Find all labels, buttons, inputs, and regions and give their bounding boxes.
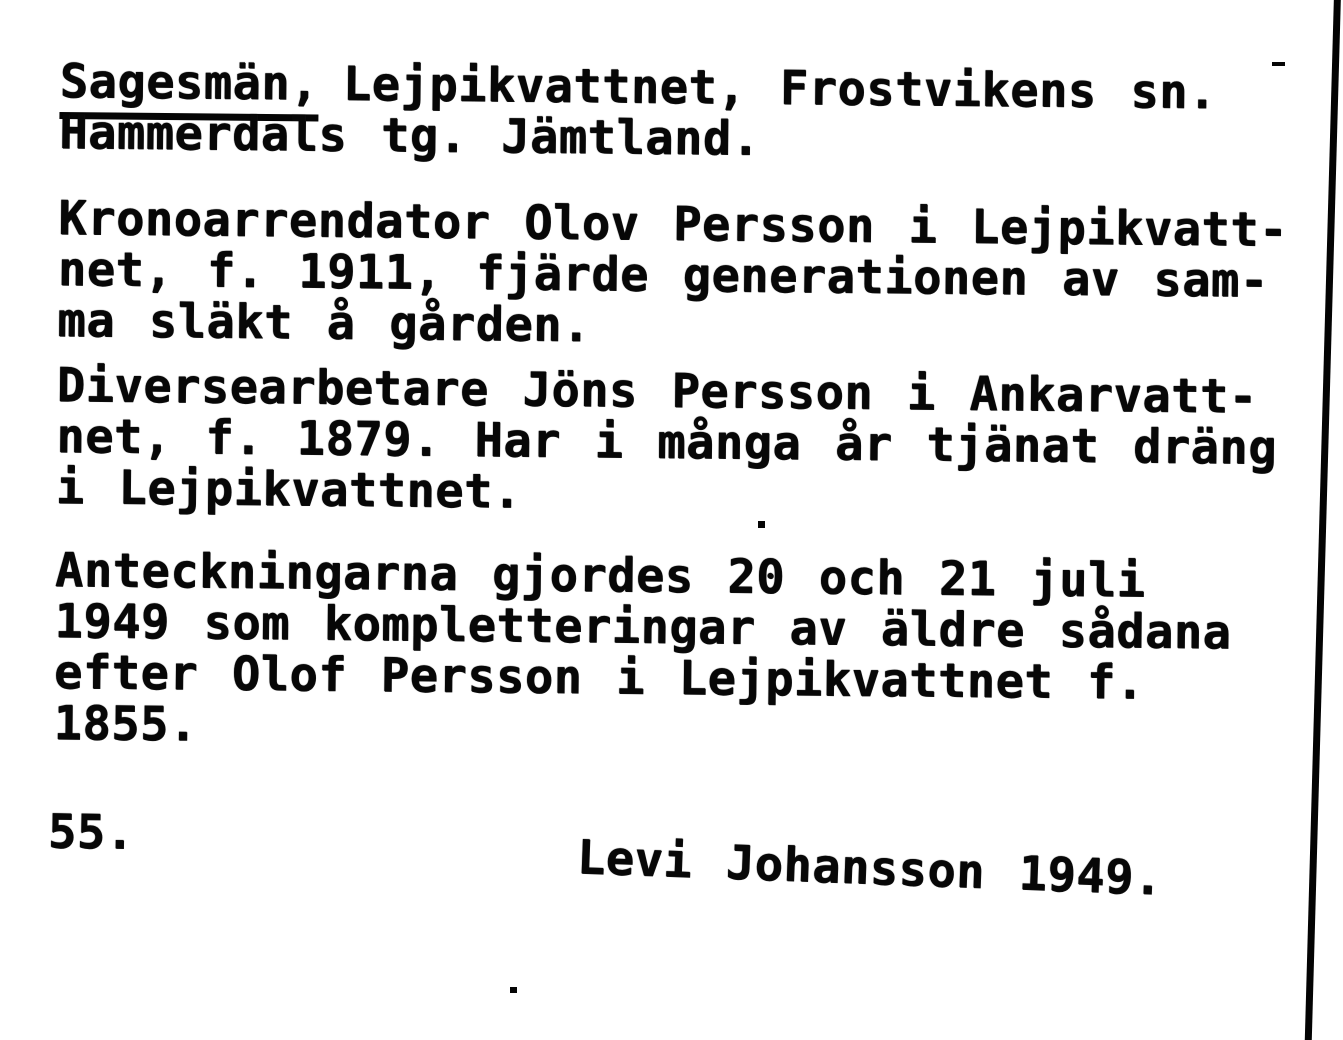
heading-line-2: Hammerdals tg. Jämtland. (59, 104, 761, 167)
paragraph-line: ma släkt å gården. (57, 292, 592, 354)
paragraph-line: Anteckningarna gjordes 20 och 21 juli (54, 542, 1146, 609)
paragraph-line: Kronoarrendator Olov Persson i Lejpikvatt- (58, 190, 1289, 258)
scan-speck (758, 521, 765, 528)
scan-speck (1272, 62, 1285, 66)
heading-line-1-rest: Lejpikvattnet, Frostvikens sn. (342, 56, 1218, 121)
card-heading (59, 56, 1289, 170)
scan-speck (510, 987, 517, 993)
paragraph-kronoarrendator (57, 190, 1289, 358)
paragraph-diversearbetare (55, 357, 1287, 525)
paragraph-line: efter Olof Persson i Lejpikvattnet f. (53, 644, 1145, 711)
scan-edge-artifact (1305, 0, 1341, 1040)
paragraph-line: i Lejpikvattnet. (55, 459, 522, 520)
paragraph-line: 1949 som kompletteringar av äldre sådana (54, 593, 1232, 661)
collector-signature: Levi Johansson 1949. (576, 830, 1164, 907)
card-text-block (53, 56, 1289, 761)
paragraph-line: Diversearbetare Jöns Persson i Ankarvatt- (56, 357, 1258, 425)
paragraph-anteckningarna (53, 542, 1284, 761)
paragraph-line: 1855. (53, 695, 198, 753)
card-number: 55. (47, 804, 135, 861)
paragraph-line: net, f. 1879. Har i många år tjänat dräng (56, 408, 1278, 476)
heading-underlined-word: Sagesmän, (59, 54, 319, 121)
paragraph-line: net, f. 1911, fjärde generationen av sam- (57, 241, 1269, 309)
